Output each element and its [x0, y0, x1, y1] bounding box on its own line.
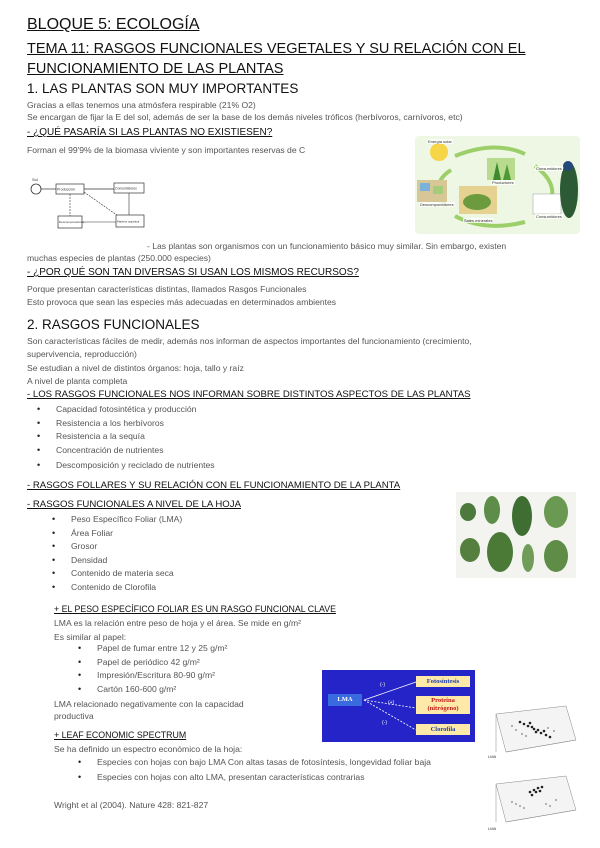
cycle-label-producers: Productores: [492, 180, 514, 185]
les-list: [68, 756, 478, 783]
list-item: • Cartón 160-600 g/m²: [68, 683, 227, 697]
section-2-title: 2. RASGOS FUNCIONALES: [27, 317, 200, 332]
list-item: • Papel de fumar entre 12 y 25 g/m²: [68, 642, 227, 656]
list-item: • Concentración de nutrientes: [27, 444, 215, 458]
question-why-diverse: - ¿POR QUÉ SON TAN DIVERSAS SI USAN LOS MISMOS RECURSOS?: [27, 267, 359, 278]
lma-definition: LMA es la relación entre peso de hoja y el área. Se mide en g/m²: [54, 618, 301, 628]
leaf-samples-photo: [456, 492, 576, 578]
list-item: • Descomposición y reciclado de nutrientes: [27, 459, 215, 473]
list-item: • Impresión/Escritura 80-90 g/m²: [68, 669, 227, 683]
block-title: BLOQUE 5: ECOLOGÍA: [27, 16, 200, 33]
plants-similar-text: - Las plantas son organismos con un funcionamiento básico muy similar. Sin embargo, existen: [147, 241, 507, 251]
cycle-label-minerals: Sales minerales: [464, 218, 493, 223]
list-item: • Especies con hojas con alto LMA, presentan características contrarias: [68, 771, 478, 783]
section-2-line-4: A nivel de planta completa: [27, 376, 128, 386]
lma-target-protein: Proteína (nitrógeno): [416, 696, 470, 714]
lma-sign-1: (-): [380, 682, 385, 688]
section-2-line-2: supervivencia, reproducción): [27, 349, 137, 359]
reference: Wright et al (2004). Nature 428: 821-827: [54, 800, 209, 810]
flow-label-organic-matter: Materia orgánica: [117, 219, 140, 224]
list-item: • Área Foliar: [42, 527, 182, 541]
leaf-traits-list: [42, 513, 182, 595]
cycle-label-consumers-1: Consumidores: [536, 166, 562, 171]
section-2-line-1: Son características fáciles de medir, además nos informan de aspectos importantes del funcionamiento (crecimiento,: [27, 336, 472, 346]
diverse-line-1: Porque presentan características distintas, llamados Rasgos Funcionales: [27, 284, 307, 294]
list-item: • Especies con hojas con bajo LMA Con altas tasas de fotosíntesis, longevidad foliar baja: [68, 756, 478, 768]
list-item: • Contenido de materia seca: [42, 567, 182, 581]
leaf-economics-scatter-plots: [486, 700, 582, 838]
section-1-line-2: Se encargan de fijar la E del sol, además de ser la base de los demás niveles tróficos (herbívoros, carnívoros, etc): [27, 112, 463, 122]
energy-flow-diagram: [26, 170, 150, 246]
cycle-label-consumers-2: Consumidores: [536, 214, 562, 219]
question-no-plants: - ¿QUÉ PASARÍA SI LAS PLANTAS NO EXISTIESEN?: [27, 127, 273, 138]
paper-weights-list: [68, 642, 227, 696]
lma-paper-intro: Es similar al papel:: [54, 632, 127, 642]
section-1-title: 1. LAS PLANTAS SON MUY IMPORTANTES: [27, 81, 299, 96]
section-1-line-1: Gracias a ellas tenemos una atmósfera respirable (21% O2): [27, 100, 256, 110]
plants-species-count: muchas especies de plantas (250.000 especies): [27, 253, 211, 263]
lma-sign-2: (+): [388, 700, 395, 706]
list-item: • Resistencia a la sequía: [27, 430, 215, 444]
lma-negative-relation-2: productiva: [54, 711, 94, 721]
flow-label-producers: Producción: [57, 187, 75, 192]
leaf-economic-spectrum-heading: + LEAF ECONOMIC SPECTRUM: [54, 730, 187, 740]
cycle-label-decomposers: Descomponedores: [420, 202, 454, 207]
list-item: • Peso Específico Foliar (LMA): [42, 513, 182, 527]
lma-source-box: LMA: [328, 694, 362, 706]
list-item: • Resistencia a los herbívoros: [27, 417, 215, 431]
scatter-axis-label-bottom: LMA: [488, 826, 497, 831]
subheading-aspects: - LOS RASGOS FUNCIONALES NOS INFORMAN SOBRE DISTINTOS ASPECTOS DE LAS PLANTAS: [27, 389, 471, 400]
flow-label-decomposers: Descomponedores: [59, 220, 85, 224]
list-item: • Grosor: [42, 540, 182, 554]
lma-sign-3: (-): [382, 720, 387, 726]
flow-label-consumers: Consumidores: [115, 186, 137, 191]
diverse-line-2: Esto provoca que sean las especies más adecuadas en determinados ambientes: [27, 297, 337, 307]
lma-relationship-diagram: [322, 670, 475, 742]
les-intro: Se ha definido un espectro económico de la hoja:: [54, 744, 243, 754]
lma-negative-relation-1: LMA relacionado negativamente con la capacidad: [54, 699, 244, 709]
lma-target-photosynthesis: Fotosíntesis: [416, 676, 470, 687]
flow-label-sun: Sol: [32, 177, 38, 182]
list-item: • Contenido de Clorofila: [42, 581, 182, 595]
section-2-line-3: Se estudian a nivel de distintos órganos: hoja, tallo y raíz: [27, 363, 244, 373]
biomass-text: Forman el 99'9% de la biomasa viviente y son importantes reservas de C: [27, 145, 306, 155]
lma-key-trait-heading: + EL PESO ESPECÍFICO FOLIAR ES UN RASGO FUNCIONAL CLAVE: [54, 604, 336, 614]
topic-title: TEMA 11: RASGOS FUNCIONALES VEGETALES Y SU RELACIÓN CON EL FUNCIONAMIENTO DE LAS PLANTAS: [27, 41, 526, 77]
subheading-leaf-level: - RASGOS FUNCIONALES A NIVEL DE LA HOJA: [27, 499, 241, 510]
ecosystem-cycle-illustration: [415, 136, 580, 234]
lma-target-chlorophyll: Clorofila: [416, 724, 470, 735]
subheading-leaf-traits: - RASGOS FOLLARES Y SU RELACIÓN CON EL FUNCIONAMIENTO DE LA PLANTA: [27, 480, 401, 491]
list-item: • Densidad: [42, 554, 182, 568]
list-item: • Capacidad fotosintética y producción: [27, 403, 215, 417]
aspects-list: [27, 403, 215, 473]
scatter-axis-label-top: LMA: [488, 754, 497, 759]
cycle-label-sun: Energía solar: [428, 139, 452, 144]
list-item: • Papel de periódico 42 g/m²: [68, 656, 227, 670]
